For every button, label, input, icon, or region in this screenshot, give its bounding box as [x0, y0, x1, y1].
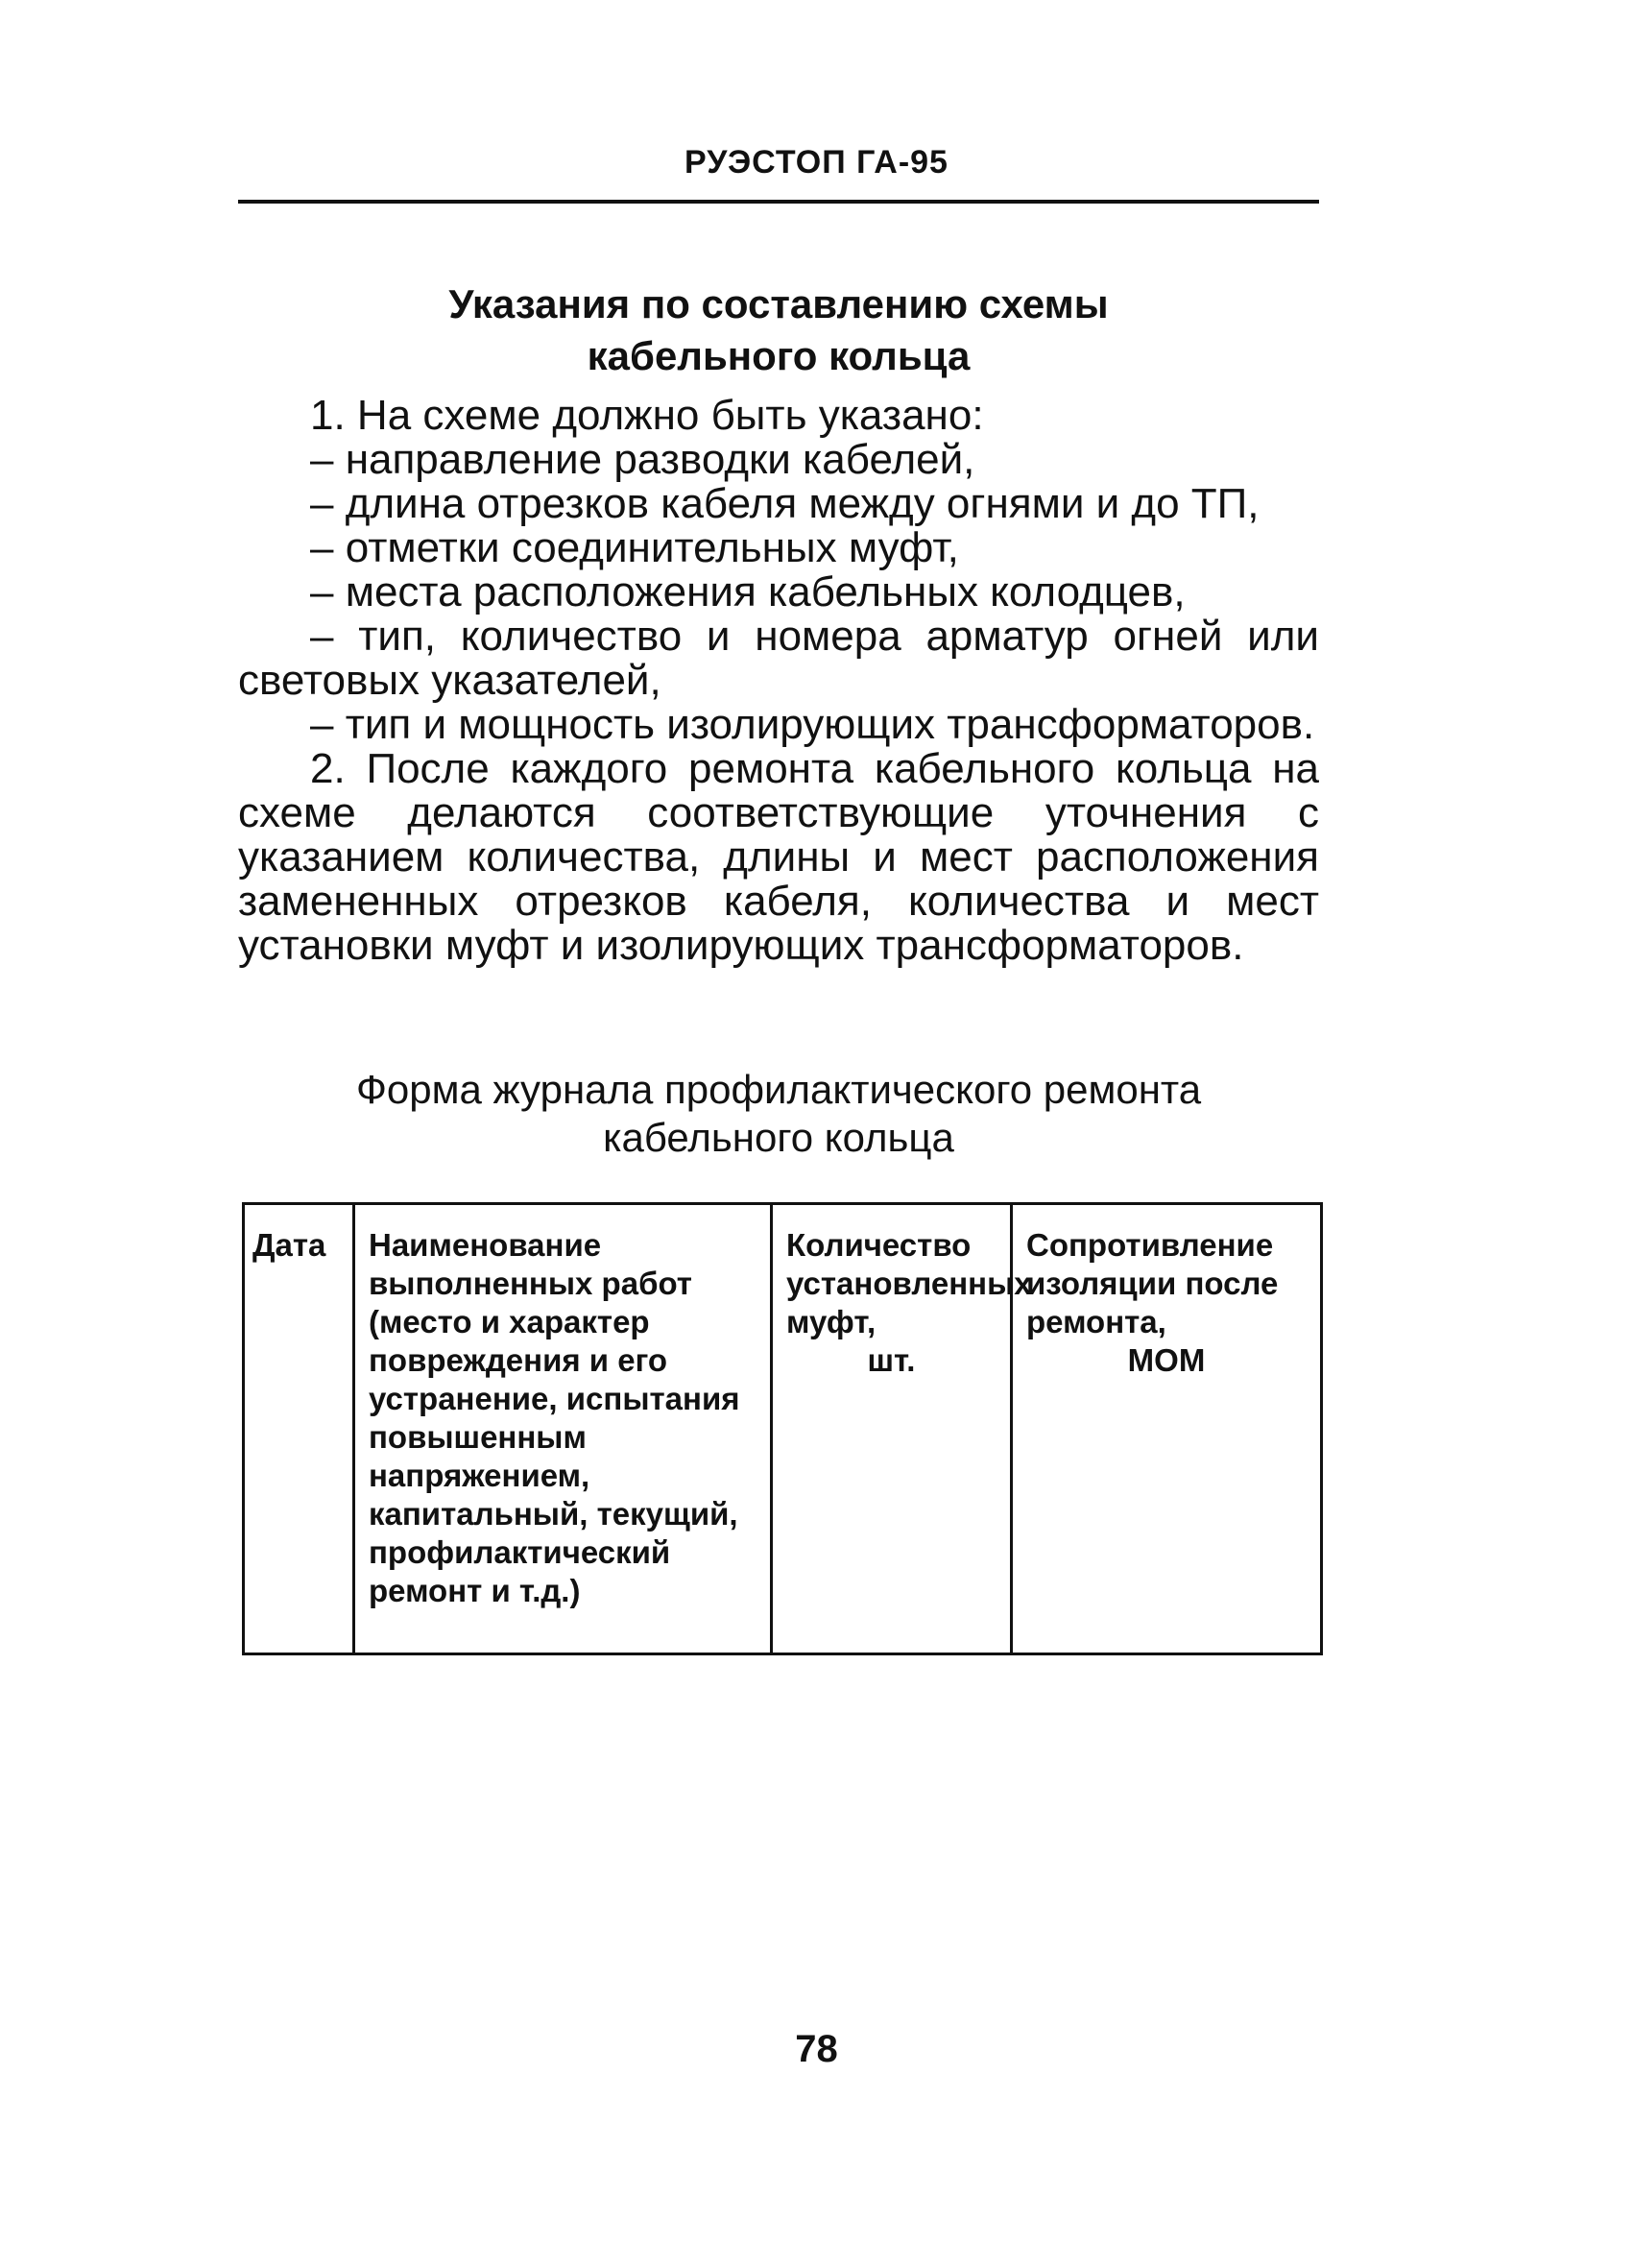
instruction-bullet: – отметки соединительных муфт, [310, 524, 959, 571]
form-title-line-1: Форма журнала профилактического ремонта [355, 1067, 1202, 1112]
header-date: Дата [252, 1227, 326, 1263]
section-title [238, 278, 1319, 382]
running-header: РУЭСТОП ГА-95 [684, 144, 949, 181]
header-resistance [1013, 1205, 1320, 1380]
column-couplings [773, 1205, 1032, 1653]
header-divider [238, 200, 1319, 204]
instruction-item-2: 2. После каждого ремонта кабельного кольца на схеме делаются соответствующие уточнения с указанием количества, длины и мест расположения замененных отрезков кабеля, количества и мест установки муфт и изолирующих трансформаторов. [238, 745, 1319, 969]
instruction-bullet: – направление разводки кабелей, [310, 436, 975, 483]
header-resistance-unit: МОМ [1127, 1342, 1206, 1378]
column-date [245, 1205, 355, 1653]
journal-form-table [242, 1202, 1323, 1655]
section-title-line-1: Указания по составлению схемы [448, 281, 1109, 326]
instructions-block [238, 394, 1319, 968]
header-couplings [773, 1205, 1032, 1380]
instruction-bullet: – тип и мощность изолирующих трансформаторов. [310, 701, 1315, 748]
form-title [238, 1066, 1319, 1162]
header-couplings-unit: шт. [867, 1342, 916, 1378]
form-title-line-2: кабельного кольца [603, 1115, 954, 1160]
instruction-item-1: 1. На схеме должно быть указано: [310, 392, 984, 439]
page-number: 78 [795, 2028, 838, 2070]
column-work [355, 1205, 773, 1653]
section-title-line-2: кабельного кольца [587, 333, 971, 378]
instruction-bullet: – длина отрезков кабеля между огнями и до ТП, [310, 480, 1260, 527]
column-resistance [1013, 1205, 1320, 1653]
instruction-bullet: – тип, количество и номера арматур огней или световых указателей, [238, 613, 1319, 704]
header-work: Наименование выполненных работ (место и характер повреждения и его устранение, испытания повышенным напряжением, капитальный, текущий, профилактический ремонт и т.д.) [369, 1227, 740, 1608]
header-couplings-label: Количество установленных муфт, [786, 1227, 1032, 1339]
instruction-bullet: – места расположения кабельных колодцев, [310, 568, 1186, 615]
header-resistance-label: Сопротивление изоляции после ремонта, [1026, 1227, 1279, 1339]
